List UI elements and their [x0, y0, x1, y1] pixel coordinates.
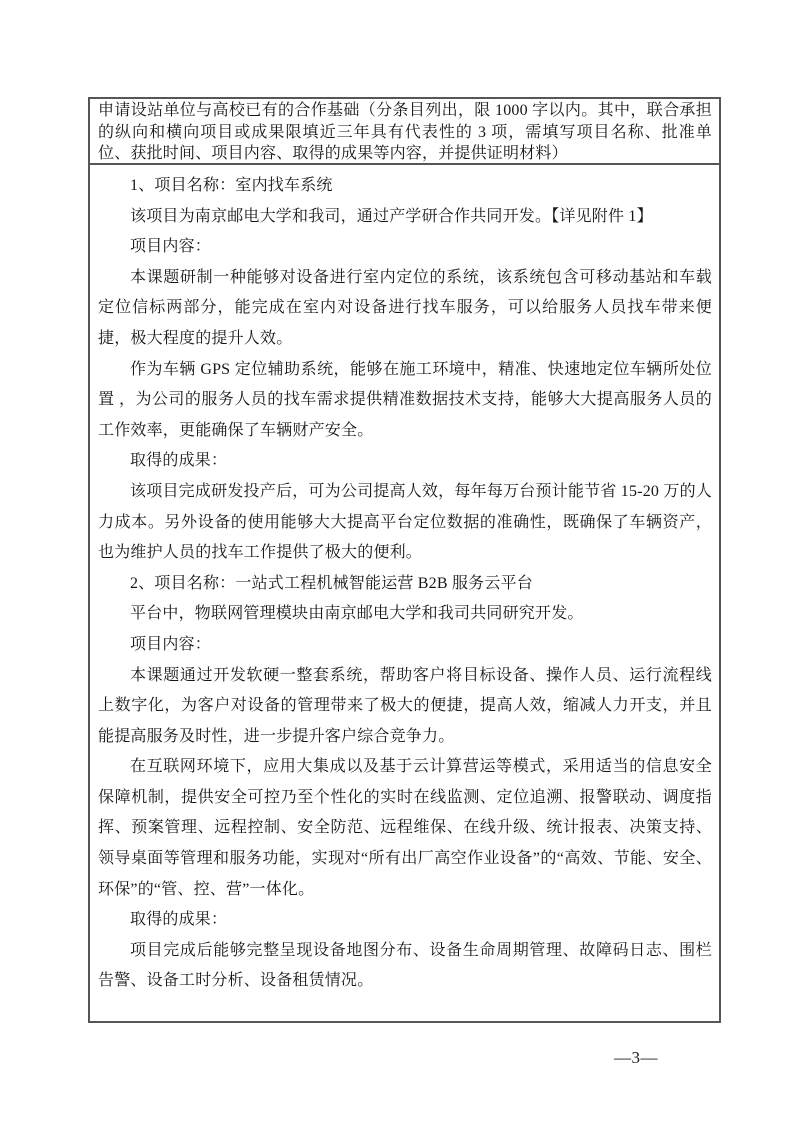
- body-paragraph: 项目内容：: [130, 635, 212, 653]
- body-paragraph: 本课题研制一种能够对设备进行室内定位的系统，该系统包含可移动基站和车载定位信标两部分，能完成在室内对设备进行找车服务，可以给服务人员找车带来便捷，极大程度的提升人效。: [98, 268, 712, 347]
- cooperation-basis-header-text: 申请设站单位与高校已有的合作基础（分条目列出，限 1000 字以内。其中，联合承担的纵向和横向项目或成果限填近三年具有代表性的 3 项，需填写项目名称、批准单位、获批时间、项目内容、取得的成果等内容，并提供证明材料）: [98, 102, 712, 162]
- body-paragraph: 取得的成果：: [130, 452, 228, 470]
- body-paragraph: 平台中，物联网管理模块由南京邮电大学和我司共同研究开发。: [130, 605, 584, 623]
- cooperation-basis-table: [88, 97, 721, 1023]
- body-paragraph: 项目内容：: [130, 238, 212, 256]
- body-paragraph: 取得的成果：: [130, 911, 228, 929]
- body-paragraph: 2、项目名称：一站式工程机械智能运营 B2B 服务云平台: [130, 574, 533, 592]
- page-number: —3—: [614, 1048, 658, 1067]
- body-paragraph: 该项目完成研发投产后，可为公司提高人效，每年每万台预计能节省 15-20 万的人力成本。另外设备的使用能够大大提高平台定位数据的准确性，既确保了车辆资产，也为维护人员的找车工作提供了极大的便利。: [98, 482, 712, 562]
- table-header-cell: [90, 99, 719, 165]
- table-body-cell: [90, 165, 719, 1021]
- body-paragraph: 本课题通过开发软硬一整套系统，帮助客户将目标设备、操作人员、运行流程线上数字化，为客户对设备的管理带来了极大的便捷，提高人效，缩减人力开支，并且能提高服务及时性，进一步提升客户综合竞争力。: [98, 666, 712, 745]
- body-paragraph: 在互联网环境下，应用大集成以及基于云计算营运等模式，采用适当的信息安全保障机制，提供安全可控乃至个性化的实时在线监测、定位追溯、报警联动、调度指挥、预案管理、远程控制、安全防范、远程维保、在线升级、统计报表、决策支持、领导桌面等管理和服务功能，实现对“所有出厂高空作业设备”的“高效、节能、安全、环保”的“管、控、营”一体化。: [98, 758, 712, 898]
- body-paragraph: 项目完成后能够完整呈现设备地图分布、设备生命周期管理、故障码日志、围栏告警、设备工时分析、设备租赁情况。: [98, 941, 712, 990]
- body-paragraph: 1、项目名称：室内找车系统: [130, 177, 333, 194]
- body-paragraph: 该项目为南京邮电大学和我司，通过产学研合作共同开发。【详见附件 1】: [130, 207, 653, 225]
- body-paragraph: 作为车辆 GPS 定位辅助系统，能够在施工环境中，精准、快速地定位车辆所处位置 ，为公司的服务人员的找车需求提供精准数据技术支持，能够大大提高服务人员的工作效率，更能确保了车辆财产安全。: [98, 360, 712, 439]
